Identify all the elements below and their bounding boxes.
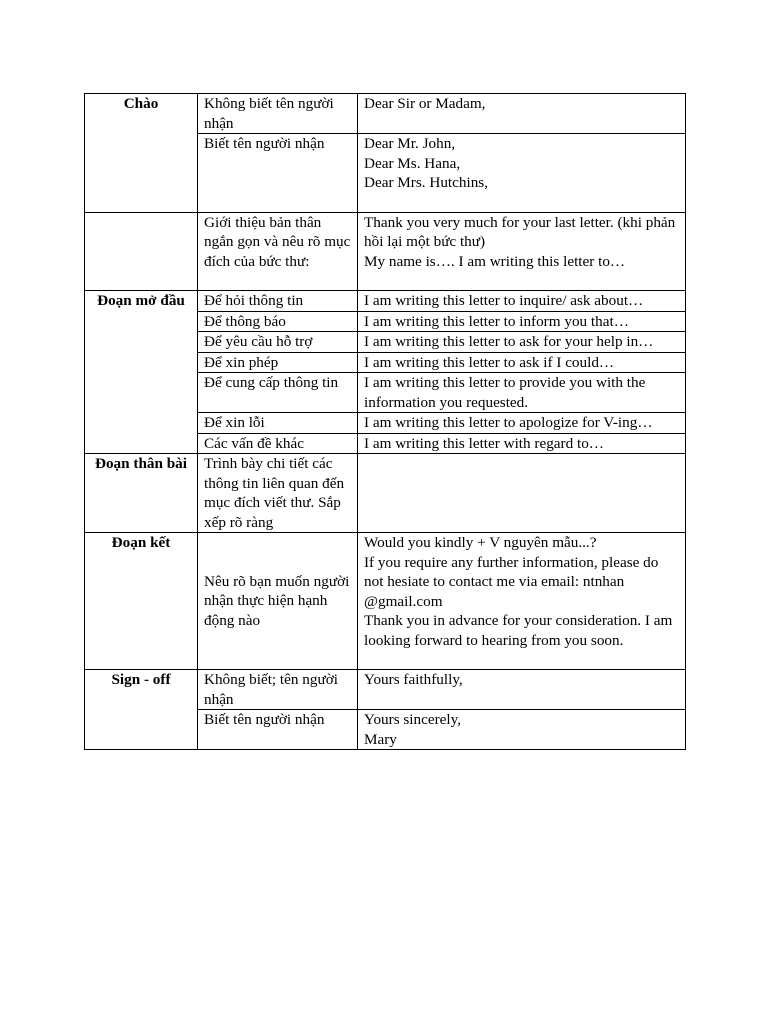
- situation-cell: Để hỏi thông tin: [198, 291, 358, 312]
- phrase-cell: I am writing this letter to inquire/ ask about…: [358, 291, 686, 312]
- section-label-body: Đoạn thân bài: [85, 454, 198, 533]
- phrase-line: Yours sincerely,: [364, 711, 462, 728]
- phrase-cell: I am writing this letter to ask if I could…: [358, 352, 686, 373]
- section-label-signoff: Sign - off: [85, 670, 198, 750]
- phrase-cell: I am writing this letter to apologize for V-ing…: [358, 413, 686, 434]
- phrase-line: Dear Mrs. Hutchins,: [364, 174, 489, 191]
- phrase-line: Thank you very much for your last letter. (khi phản hồi lại một bức thư): [364, 213, 676, 250]
- phrase-cell: [358, 454, 686, 533]
- situation-cell: Các vấn đề khác: [198, 433, 358, 454]
- phrase-cell: I am writing this letter to provide you with the information you requested.: [358, 373, 686, 413]
- phrase-cell: I am writing this letter to ask for your help in…: [358, 332, 686, 353]
- phrase-cell: [358, 710, 686, 750]
- table-row: [85, 533, 686, 670]
- phrase-cell: [358, 670, 686, 710]
- table-row: [85, 454, 686, 533]
- phrase-line: If you require any further information, please do not hesiate to contact me via email: ntnhan @gmail.com: [364, 553, 659, 610]
- situation-cell: Để yêu cầu hỗ trợ: [198, 332, 358, 353]
- section-label-opening: Đoạn mở đầu: [85, 291, 198, 454]
- phrase-cell: I am writing this letter to inform you that…: [358, 311, 686, 332]
- phrase-line: Dear Ms. Hana,: [364, 154, 461, 172]
- phrase-cell: [358, 94, 686, 134]
- phrase-cell: [358, 134, 686, 213]
- phrase-cell: [358, 212, 686, 291]
- situation-cell: Để xin lỗi: [198, 413, 358, 434]
- phrase-line: My name is…. I am writing this letter to…: [364, 252, 626, 270]
- table-row: [85, 670, 686, 710]
- situation-cell: Không biết tên người nhận: [198, 94, 358, 134]
- situation-cell: Để xin phép: [198, 352, 358, 373]
- table-row: [85, 94, 686, 134]
- situation-cell: Biết tên người nhận: [198, 134, 358, 213]
- situation-cell: Nêu rõ bạn muốn người nhận thực hiện hạnh động nào: [198, 533, 358, 670]
- phrase-line: Dear Sir or Madam,: [364, 95, 486, 112]
- situation-cell: Biết tên người nhận: [198, 710, 358, 750]
- situation-cell: Giới thiệu bản thân ngắn gọn và nêu rõ mục đích của bức thư:: [198, 212, 358, 291]
- phrase-cell: I am writing this letter with regard to…: [358, 433, 686, 454]
- table-row: [85, 212, 686, 291]
- phrase-line: Mary: [364, 730, 397, 748]
- section-label-greeting: Chào: [85, 94, 198, 213]
- phrase-line: Yours faithfully,: [364, 671, 463, 688]
- empty-label-cell: [85, 212, 198, 291]
- phrase-line: Would you kindly + V nguyên mẫu...?: [364, 534, 597, 551]
- situation-cell: Không biết; tên người nhận: [198, 670, 358, 710]
- letter-structure-table: [84, 93, 686, 750]
- phrase-cell: [358, 533, 686, 670]
- situation-cell: Để thông báo: [198, 311, 358, 332]
- section-label-closing: Đoạn kết: [85, 533, 198, 670]
- phrase-line: Dear Mr. John,: [364, 135, 456, 152]
- table-row: [85, 291, 686, 312]
- situation-cell: Để cung cấp thông tin: [198, 373, 358, 413]
- phrase-line: Thank you in advance for your consideration. I am looking forward to hearing from you soon.: [364, 612, 673, 649]
- situation-cell: Trình bày chi tiết các thông tin liên quan đến mục đích viết thư. Sắp xếp rõ ràng: [198, 454, 358, 533]
